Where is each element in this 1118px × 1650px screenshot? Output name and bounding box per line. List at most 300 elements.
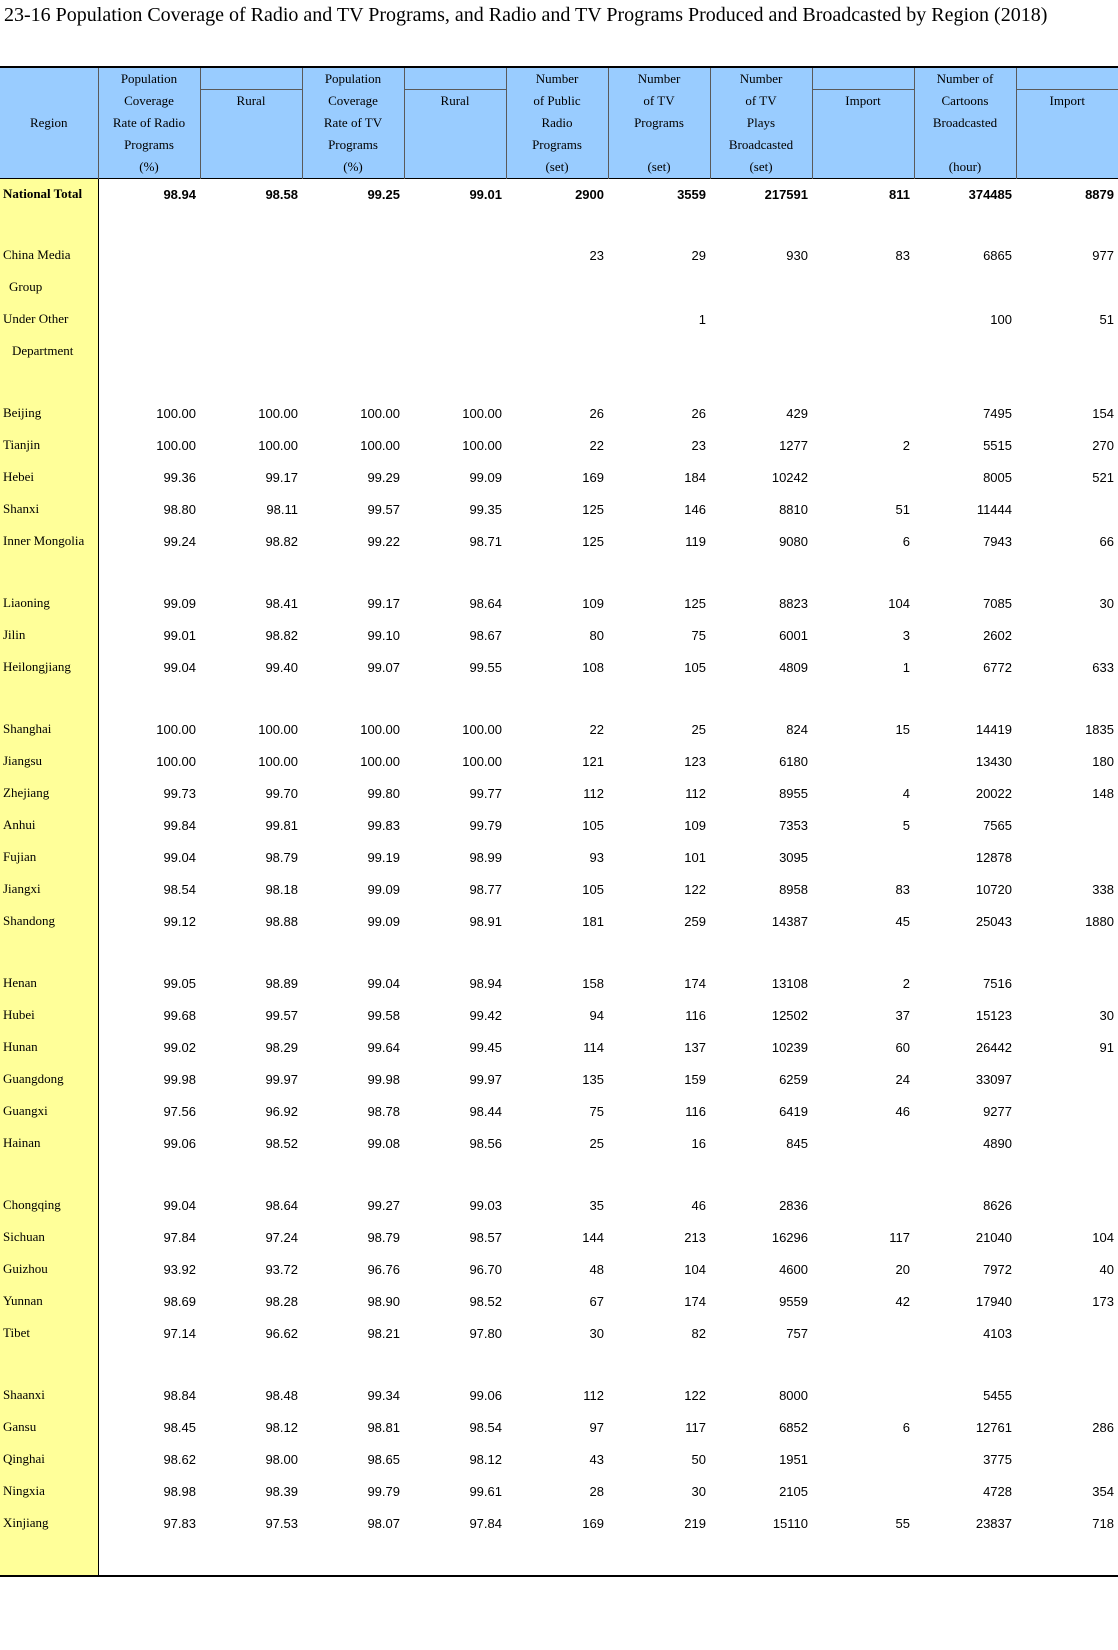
value-cell (200, 209, 302, 239)
value-cell: 12502 (771, 1007, 808, 1023)
value-cell: 338 (1092, 881, 1114, 897)
value-cell: 99.09 (163, 595, 196, 611)
value-cell: 99.97 (265, 1071, 298, 1087)
table-row (0, 967, 1118, 999)
table-row (0, 619, 1118, 651)
value-cell: 117 (889, 1229, 910, 1245)
value-cell: 99.03 (469, 1197, 502, 1213)
value-cell (812, 1189, 914, 1221)
value-cell: 930 (786, 247, 808, 263)
value-cell: 91 (1099, 1039, 1114, 1055)
value-cell: 1 (902, 659, 910, 675)
value-cell (710, 937, 812, 967)
value-cell: 99.80 (367, 785, 400, 801)
spacer-row (0, 209, 1118, 239)
value-cell (200, 303, 302, 335)
value-cell: 4890 (983, 1135, 1012, 1151)
value-cell (812, 303, 914, 335)
value-cell (302, 683, 404, 713)
value-cell: 6419 (779, 1103, 808, 1119)
region-cell: Zhejiang (0, 777, 98, 809)
value-cell (812, 461, 914, 493)
value-cell: 2900 (575, 186, 604, 202)
value-cell (1016, 1159, 1118, 1189)
value-cell (302, 271, 404, 303)
value-cell (98, 1349, 200, 1379)
value-cell (404, 335, 506, 367)
region-cell: Henan (0, 967, 98, 999)
region-cell: Heilongjiang (0, 651, 98, 683)
region-cell: Group (0, 271, 98, 303)
value-cell: 14387 (771, 913, 808, 929)
value-cell (812, 1159, 914, 1189)
value-cell: 26 (589, 405, 604, 421)
value-cell: 374485 (968, 186, 1012, 202)
table-row (0, 1189, 1118, 1221)
value-cell (608, 335, 710, 367)
table-row (0, 461, 1118, 493)
table-row (0, 777, 1118, 809)
value-cell: 4600 (779, 1261, 808, 1277)
value-cell: 98.81 (367, 1419, 400, 1435)
value-cell: 181 (582, 913, 604, 929)
value-cell: 98.54 (469, 1419, 502, 1435)
value-cell: 98.48 (265, 1387, 298, 1403)
value-cell: 1880 (1085, 913, 1114, 929)
value-cell: 10239 (771, 1039, 808, 1055)
value-cell (608, 1349, 710, 1379)
value-cell (404, 937, 506, 967)
value-cell: 98.77 (469, 881, 502, 897)
value-cell (914, 1539, 1016, 1576)
region-cell: Tianjin (0, 429, 98, 461)
value-cell (506, 557, 608, 587)
value-cell: 99.09 (367, 881, 400, 897)
value-cell: 7516 (983, 975, 1012, 991)
value-cell (200, 335, 302, 367)
region-cell: Jiangsu (0, 745, 98, 777)
table-row (0, 713, 1118, 745)
value-cell: 99.40 (265, 659, 298, 675)
value-cell: 3775 (983, 1451, 1012, 1467)
value-cell: 96.92 (265, 1103, 298, 1119)
value-cell: 1277 (779, 437, 808, 453)
value-cell: 30 (589, 1325, 604, 1341)
value-cell: 14419 (975, 721, 1012, 737)
region-cell: Guangxi (0, 1095, 98, 1127)
value-cell: 99.04 (163, 1197, 196, 1213)
value-cell: 29 (691, 247, 706, 263)
value-cell: 99.84 (163, 817, 196, 833)
value-cell: 100.00 (462, 437, 502, 453)
value-cell: 98.67 (469, 627, 502, 643)
value-cell: 6852 (779, 1419, 808, 1435)
value-cell (200, 937, 302, 967)
value-cell: 100.00 (258, 405, 298, 421)
value-cell: 98.11 (266, 501, 298, 517)
value-cell: 8823 (779, 595, 808, 611)
value-cell: 119 (685, 533, 706, 549)
value-cell: 99.05 (163, 975, 196, 991)
value-cell: 633 (1092, 659, 1114, 675)
value-cell (506, 1159, 608, 1189)
value-cell: 98.62 (163, 1451, 196, 1467)
header-cartoons-import: Import (1016, 67, 1118, 179)
value-cell: 144 (582, 1229, 604, 1245)
table-row (0, 303, 1118, 335)
value-cell: 3095 (779, 849, 808, 865)
value-cell: 219 (684, 1515, 706, 1531)
value-cell: 169 (582, 469, 604, 485)
value-cell (812, 397, 914, 429)
table-row (0, 1221, 1118, 1253)
value-cell: 99.57 (367, 501, 400, 517)
value-cell: 93.72 (265, 1261, 298, 1277)
value-cell: 99.57 (265, 1007, 298, 1023)
value-cell: 99.04 (367, 975, 400, 991)
value-cell: 33097 (975, 1071, 1012, 1087)
value-cell: 30 (691, 1483, 706, 1499)
value-cell: 15110 (772, 1515, 808, 1531)
value-cell: 105 (684, 659, 706, 675)
value-cell: 98.12 (265, 1419, 298, 1435)
value-cell: 98.18 (265, 881, 298, 897)
value-cell: 100.00 (360, 753, 400, 769)
value-cell: 13430 (975, 753, 1012, 769)
region-cell: Hebei (0, 461, 98, 493)
value-cell (812, 1349, 914, 1379)
header-cartoons: Number of Cartoons Broadcasted (hour) (914, 67, 1016, 179)
value-cell: 100.00 (156, 437, 196, 453)
value-cell (98, 209, 200, 239)
region-cell: Hubei (0, 999, 98, 1031)
value-cell: 98.41 (265, 595, 298, 611)
value-cell: 109 (684, 817, 706, 833)
value-cell: 98.52 (469, 1293, 502, 1309)
value-cell: 7085 (983, 595, 1012, 611)
region-cell: Guangdong (0, 1063, 98, 1095)
value-cell: 2 (902, 437, 910, 453)
value-cell: 25 (691, 721, 706, 737)
region-cell: Department (0, 335, 98, 367)
value-cell: 75 (691, 627, 706, 643)
value-cell: 2 (902, 975, 910, 991)
value-cell (302, 937, 404, 967)
value-cell: 99.17 (265, 469, 298, 485)
value-cell: 6180 (779, 753, 808, 769)
region-cell: Shanxi (0, 493, 98, 525)
value-cell: 429 (786, 405, 808, 421)
region-cell: Tibet (0, 1317, 98, 1349)
value-cell: 116 (685, 1007, 706, 1023)
value-cell: 7972 (983, 1261, 1012, 1277)
value-cell: 9559 (779, 1293, 808, 1309)
value-cell (710, 557, 812, 587)
value-cell (302, 303, 404, 335)
value-cell (710, 335, 812, 367)
region-cell: Beijing (0, 397, 98, 429)
value-cell: 4728 (983, 1483, 1012, 1499)
value-cell: 174 (684, 1293, 706, 1309)
value-cell (200, 1539, 302, 1576)
value-cell (404, 239, 506, 271)
value-cell (1016, 937, 1118, 967)
value-cell: 98.58 (265, 186, 298, 202)
value-cell (302, 1539, 404, 1576)
value-cell: 104 (888, 595, 910, 611)
value-cell (200, 367, 302, 397)
value-cell: 99.09 (367, 913, 400, 929)
region-cell (0, 209, 98, 239)
table-end-row (0, 1539, 1118, 1576)
value-cell: 112 (583, 785, 604, 801)
value-cell: 97 (589, 1419, 604, 1435)
value-cell (506, 209, 608, 239)
value-cell (710, 367, 812, 397)
value-cell (1016, 1539, 1118, 1576)
value-cell: 98.44 (469, 1103, 502, 1119)
value-cell (404, 303, 506, 335)
value-cell: 148 (1092, 785, 1114, 801)
value-cell: 99.29 (367, 469, 400, 485)
value-cell: 112 (583, 1387, 604, 1403)
value-cell: 67 (589, 1293, 604, 1309)
value-cell (302, 239, 404, 271)
value-cell: 1951 (779, 1451, 808, 1467)
table-row (0, 1253, 1118, 1285)
value-cell (302, 1349, 404, 1379)
value-cell (506, 1349, 608, 1379)
value-cell: 98.89 (265, 975, 298, 991)
value-cell (812, 683, 914, 713)
region-cell: Liaoning (0, 587, 98, 619)
region-cell: Hainan (0, 1127, 98, 1159)
table-row (0, 905, 1118, 937)
region-cell: Inner Mongolia (0, 525, 98, 557)
value-cell (812, 745, 914, 777)
value-cell (506, 271, 608, 303)
value-cell: 24 (895, 1071, 910, 1087)
value-cell: 99.83 (367, 817, 400, 833)
value-cell (608, 367, 710, 397)
value-cell (914, 271, 1016, 303)
value-cell: 97.84 (469, 1515, 502, 1531)
region-cell (0, 1349, 98, 1379)
value-cell: 5455 (983, 1387, 1012, 1403)
value-cell (710, 303, 812, 335)
value-cell: 104 (1092, 1229, 1114, 1245)
value-cell: 99.36 (163, 469, 196, 485)
value-cell: 98.82 (265, 627, 298, 643)
value-cell: 6259 (779, 1071, 808, 1087)
value-cell: 521 (1092, 469, 1114, 485)
value-cell (710, 209, 812, 239)
value-cell (914, 937, 1016, 967)
value-cell: 109 (582, 595, 604, 611)
table-row (0, 587, 1118, 619)
value-cell: 98.94 (163, 186, 196, 202)
value-cell: 99.70 (265, 785, 298, 801)
region-cell: Xinjiang (0, 1507, 98, 1539)
value-cell: 98.56 (469, 1135, 502, 1151)
value-cell: 8005 (983, 469, 1012, 485)
value-cell: 51 (1099, 311, 1114, 327)
value-cell: 114 (583, 1039, 604, 1055)
value-cell: 7495 (983, 405, 1012, 421)
value-cell: 98.29 (265, 1039, 298, 1055)
value-cell: 98.07 (367, 1515, 400, 1531)
region-cell: Yunnan (0, 1285, 98, 1317)
value-cell (302, 335, 404, 367)
region-cell (0, 1539, 98, 1576)
table-row (0, 1475, 1118, 1507)
value-cell (710, 1349, 812, 1379)
header-radio-coverage (98, 67, 200, 179)
region-cell: Hunan (0, 1031, 98, 1063)
value-cell (302, 557, 404, 587)
statistics-table-frame (0, 66, 1116, 1577)
value-cell (98, 1159, 200, 1189)
value-cell: 6772 (983, 659, 1012, 675)
region-cell: Anhui (0, 809, 98, 841)
table-row (0, 999, 1118, 1031)
value-cell: 98.69 (163, 1293, 196, 1309)
value-cell: 15 (895, 721, 910, 737)
value-cell: 105 (582, 881, 604, 897)
value-cell: 96.62 (265, 1325, 298, 1341)
region-cell (0, 367, 98, 397)
value-cell: 42 (895, 1293, 910, 1309)
value-cell: 122 (684, 1387, 706, 1403)
value-cell: 8958 (779, 881, 808, 897)
value-cell (404, 1539, 506, 1576)
value-cell: 98.79 (265, 849, 298, 865)
value-cell: 99.27 (367, 1197, 400, 1213)
value-cell: 7353 (779, 817, 808, 833)
region-cell (0, 683, 98, 713)
value-cell (812, 841, 914, 873)
header-radio-coverage-lines: Population Coverage Rate of Radio Programs (%) (112, 71, 186, 174)
table-row (0, 239, 1118, 271)
value-cell: 3559 (677, 186, 706, 202)
value-cell (1016, 557, 1118, 587)
table-row (0, 873, 1118, 905)
value-cell: 8626 (983, 1197, 1012, 1213)
table-row (0, 1031, 1118, 1063)
value-cell: 99.45 (469, 1039, 502, 1055)
table-row (0, 335, 1118, 367)
value-cell: 48 (589, 1261, 604, 1277)
table-row (0, 397, 1118, 429)
value-cell (1016, 1317, 1118, 1349)
value-cell: 99.04 (163, 849, 196, 865)
value-cell: 4103 (983, 1325, 1012, 1341)
value-cell (608, 1159, 710, 1189)
value-cell: 99.06 (163, 1135, 196, 1151)
value-cell: 98.80 (163, 501, 196, 517)
value-cell: 8879 (1085, 186, 1114, 202)
value-cell: 99.68 (163, 1007, 196, 1023)
value-cell: 1 (698, 311, 706, 327)
value-cell: 21040 (975, 1229, 1012, 1245)
value-cell: 10242 (771, 469, 808, 485)
value-cell (710, 1539, 812, 1576)
value-cell: 7565 (983, 817, 1012, 833)
value-cell: 98.90 (367, 1293, 400, 1309)
value-cell (98, 557, 200, 587)
value-cell (1016, 271, 1118, 303)
value-cell: 94 (589, 1007, 604, 1023)
value-cell: 98.52 (265, 1135, 298, 1151)
value-cell (200, 1349, 302, 1379)
value-cell (1016, 1443, 1118, 1475)
value-cell: 5515 (983, 437, 1012, 453)
value-cell: 98.65 (367, 1451, 400, 1467)
value-cell: 112 (685, 785, 706, 801)
value-cell: 9277 (983, 1103, 1012, 1119)
value-cell: 104 (684, 1261, 706, 1277)
value-cell: 23 (691, 437, 706, 453)
header-tv-rural: Rural (404, 67, 506, 179)
value-cell (812, 367, 914, 397)
value-cell (1016, 841, 1118, 873)
value-cell: 100.00 (156, 753, 196, 769)
value-cell: 99.73 (163, 785, 196, 801)
value-cell: 98.64 (469, 595, 502, 611)
value-cell: 100.00 (360, 437, 400, 453)
value-cell: 286 (1092, 1419, 1114, 1435)
table-title: 23-16 Population Coverage of Radio and TV Programs, and Radio and TV Programs Produced and Broadcasted by Region (2018) (4, 4, 1048, 26)
value-cell: 99.55 (469, 659, 502, 675)
value-cell: 98.21 (367, 1325, 400, 1341)
value-cell: 99.79 (367, 1483, 400, 1499)
value-cell: 98.00 (265, 1451, 298, 1467)
value-cell: 97.84 (163, 1229, 196, 1245)
value-cell: 99.34 (367, 1387, 400, 1403)
value-cell: 108 (582, 659, 604, 675)
value-cell (302, 209, 404, 239)
statistics-table (0, 66, 1118, 1577)
region-cell: Shaanxi (0, 1379, 98, 1411)
region-cell: Shandong (0, 905, 98, 937)
value-cell: 99.61 (469, 1483, 502, 1499)
table-row (0, 841, 1118, 873)
value-cell: 45 (895, 913, 910, 929)
header-row (0, 67, 1118, 179)
value-cell: 123 (684, 753, 706, 769)
value-cell: 17940 (975, 1293, 1012, 1309)
table-row (0, 429, 1118, 461)
value-cell: 50 (691, 1451, 706, 1467)
value-cell (200, 557, 302, 587)
value-cell: 99.35 (469, 501, 502, 517)
value-cell (608, 683, 710, 713)
value-cell (200, 239, 302, 271)
value-cell (404, 557, 506, 587)
value-cell: 13108 (771, 975, 808, 991)
value-cell: 99.58 (367, 1007, 400, 1023)
value-cell: 125 (684, 595, 706, 611)
header-region: Region (0, 67, 98, 179)
value-cell: 169 (582, 1515, 604, 1531)
value-cell (506, 1539, 608, 1576)
value-cell: 100.00 (156, 405, 196, 421)
header-tv-programs: Number of TV Programs (set) (608, 67, 710, 179)
value-cell: 40 (1099, 1261, 1114, 1277)
value-cell (404, 683, 506, 713)
region-cell: Gansu (0, 1411, 98, 1443)
spacer-row (0, 937, 1118, 967)
